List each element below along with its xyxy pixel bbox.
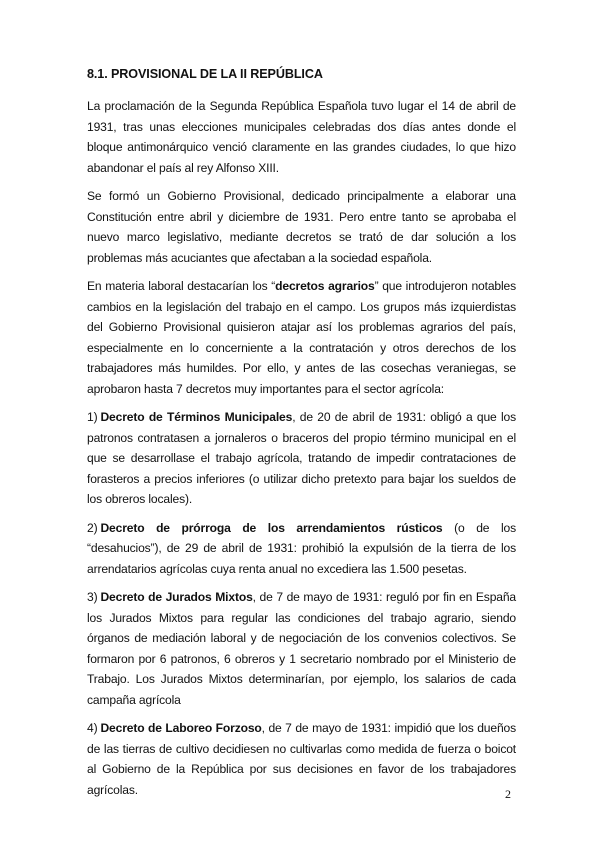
paragraph-text: ” que introdujeron notables cambios en la legislación del trabajo en el campo. Los grupos más izquierdistas del Gobierno Provisional quisieron atajar así los problemas agrarios del país, especialmente en lo concerniente a la contratación y otros derechos de los trabajadores más humildes. Por ello, y antes de las cosechas veraniegas, se aprobaron hasta 7 decretos muy importantes para el sector agrícola:	[87, 279, 516, 396]
decree-text: (o de los “desahucios”), de 29 de abril de 1931: prohibió la expulsión de la tierra de los arrendatarios agrícolas cuya renta anual no excediera las 1.500 pesetas.	[87, 520, 516, 576]
decree-text: , de 20 de abril de 1931: obligó a que los patronos contratasen a jornaleros o braceros del propio término municipal en el que se desarrollase el trabajo agrícola, tratando de impedir contrataciones de forasteros a precios inferiores (o utilizar dicho pretexto para bajar los sueldos de los obreros locales).	[87, 410, 517, 506]
decree-title: Decreto de prórroga de los arrendamientos rústicos	[100, 520, 443, 535]
section-heading: 8.1. PROVISIONAL DE LA II REPÚBLICA	[87, 67, 323, 81]
decree-text: , de 7 de mayo de 1931: reguló por fin en España los Jurados Mixtos para regular las condiciones del trabajo agrario, siendo órganos de mediación laboral y de negociación de los convenios colectivos. Se formaron por 6 patronos, 6 obreros y 1 secretario nombrado por el Ministerio de Trabajo. Los Jurados Mixtos determinarían, por ejemplo, los salarios de cada campaña agrícola	[87, 590, 516, 707]
decree-text: , de 7 de mayo de 1931: impidió que los dueños de las tierras de cultivo decidiesen no cultivarlas como medida de fuerza o boicot al Gobierno de la República por sus decisiones en favor de los trabajadores agrícolas.	[87, 721, 516, 797]
decree-number: 4)	[87, 721, 98, 735]
decree-title: Decreto de Términos Municipales	[100, 410, 293, 424]
paragraph-provisional-government: Se formó un Gobierno Provisional, dedicado principalmente a elaborar una Constitución entre abril y diciembre de 1931. Pero entre tanto se aprobaba el nuevo marco legislativo, mediante decretos se trató de dar solución a los problemas más acuciantes que afectaban a la sociedad española.	[87, 189, 516, 265]
paragraph-agrarian-decrees	[87, 276, 516, 399]
decree-item-2	[87, 518, 516, 580]
decree-number: 1)	[87, 410, 98, 424]
decree-title: Decreto de Laboreo Forzoso	[100, 721, 262, 735]
decree-title: Decreto de Jurados Mixtos	[100, 590, 253, 604]
page-number: 2	[505, 787, 511, 801]
decree-item-3	[87, 587, 516, 710]
paragraph-proclamation: La proclamación de la Segunda República Española tuvo lugar el 14 de abril de 1931, tras unas elecciones municipales celebradas dos días antes donde el bloque antimonárquico venció claramente en las grandes ciudades, lo que hizo abandonar el país al rey Alfonso XIII.	[87, 99, 516, 175]
decree-number: 3)	[87, 590, 98, 604]
paragraph-text: En materia laboral destacarían los “	[87, 279, 276, 293]
decree-item-4	[87, 718, 516, 800]
bold-term-decretos-agrarios: decretos agrarios	[275, 279, 375, 293]
decree-number: 2)	[87, 520, 98, 535]
decree-item-1	[87, 407, 516, 510]
